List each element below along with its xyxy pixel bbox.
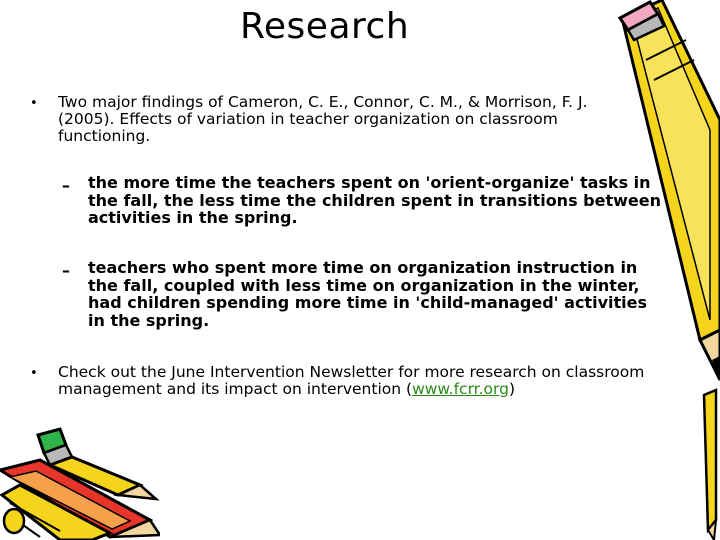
slide-title: Research [240,6,410,47]
sub-bullet-organization-instruction: teachers who spent more time on organization instruction in the fall, coupled with less time on organization in the winter, had children spending more time in 'child-managed' activities in the spring. [88,258,647,330]
newsletter-text-end: ) [508,380,516,398]
bullet-newsletter [58,364,658,398]
bullet-findings: Two major findings of Cameron, C. E., Connor, C. M., & Morrison, F. J. (2005). Effects of variation in teacher organization on classroom functioning. [58,93,588,145]
bullet-marker: • [30,366,38,381]
sub-bullet-dash: – [62,261,70,280]
bullet-marker: • [30,96,38,111]
fcrr-link[interactable]: www.fcrr.org [412,380,509,398]
newsletter-text: Check out the June Intervention Newsletter for more research on classroom management and its impact on intervention ( [58,363,645,398]
pencil-icon [592,0,720,540]
pencils-icon [0,425,160,540]
sub-bullet-orient-organize: the more time the teachers spent on 'orient-organize' tasks in the fall, the less time the children spent in transitions between activities in the spring. [88,173,661,227]
sub-bullet-dash: – [62,176,70,195]
